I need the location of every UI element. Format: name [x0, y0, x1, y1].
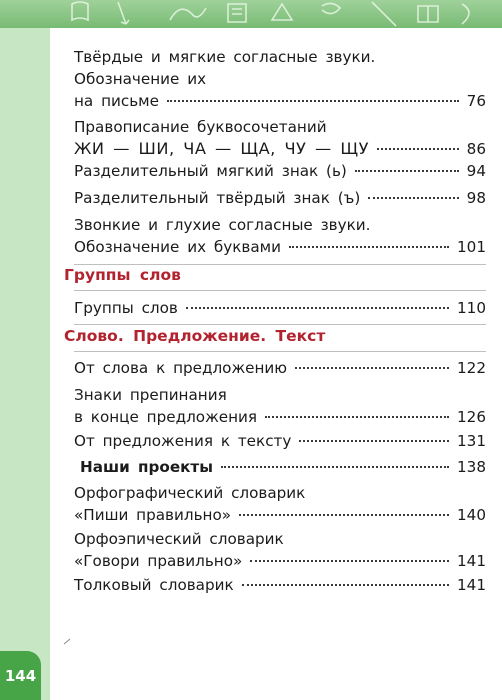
toc-entry-projects	[80, 456, 486, 478]
dot-leader	[265, 416, 449, 418]
toc-entry	[74, 187, 486, 209]
school-doodles-icon	[0, 0, 502, 28]
toc-entry	[74, 574, 486, 596]
dot-leader	[299, 440, 449, 442]
dot-leader	[289, 246, 449, 248]
toc-entry-line: Орфоэпический словарик	[74, 530, 284, 548]
toc-entry-page: 126	[457, 408, 486, 426]
toc-entry-page: 101	[457, 238, 486, 256]
toc-entry-title: Наши проекты	[80, 458, 213, 476]
page-number: 144	[0, 651, 41, 700]
toc-entry-title: в конце предложения	[74, 408, 258, 426]
toc-entry-page: 122	[457, 359, 486, 377]
toc-entry-page: 141	[457, 576, 486, 594]
section-title-word-sentence-text: Слово. Предложение. Текст	[64, 327, 326, 345]
dot-leader	[368, 197, 458, 199]
pencil-mark-icon	[62, 636, 74, 646]
toc-entry-title: «Говори правильно»	[74, 552, 243, 570]
section-title-word-groups: Группы слов	[64, 266, 181, 284]
toc-entry	[74, 46, 486, 112]
dot-leader	[250, 560, 449, 562]
dot-leader	[295, 367, 449, 369]
dot-leader	[167, 100, 459, 102]
toc-entry	[74, 297, 486, 319]
dot-leader	[355, 170, 459, 172]
toc-entry-title: Группы слов	[74, 299, 178, 317]
header-band	[0, 0, 502, 28]
divider	[74, 324, 486, 325]
toc-entry	[74, 214, 486, 258]
toc-entry-page: 138	[457, 458, 486, 476]
toc-entry	[74, 160, 486, 182]
divider	[74, 351, 486, 352]
toc-entry-page: 98	[466, 189, 486, 207]
toc-entry-title: Толковый словарик	[74, 576, 234, 594]
dot-leader	[221, 466, 449, 468]
toc-entry-title: ЖИ — ШИ, ЧА — ЩА, ЧУ — ЩУ	[74, 139, 369, 158]
toc-entry-page: 140	[457, 506, 486, 524]
toc-entry-page: 110	[457, 299, 486, 317]
divider	[74, 264, 486, 265]
toc-entry-page: 94	[466, 162, 486, 180]
toc-entry-page: 131	[457, 432, 486, 450]
toc-entry-page: 141	[457, 552, 486, 570]
left-margin-stripe	[0, 28, 50, 700]
toc-entry-line: Орфографический словарик	[74, 484, 306, 502]
toc-entry-line: Твёрдые и мягкие согласные звуки.	[74, 48, 376, 66]
toc-entry-title: «Пиши правильно»	[74, 506, 232, 524]
toc-entry-title: Обозначение их буквами	[74, 238, 282, 256]
toc-entry	[74, 528, 486, 572]
toc-entry-line: Обозначение их	[74, 70, 207, 88]
divider	[74, 290, 486, 291]
toc-entry-title: Разделительный мягкий знак (ь)	[74, 162, 347, 180]
toc-entry-line: Знаки препинания	[74, 386, 227, 404]
toc-entry-line: Звонкие и глухие согласные звуки.	[74, 216, 371, 234]
dot-leader	[186, 307, 449, 309]
dot-leader	[242, 584, 449, 586]
toc-entry-title: От предложения к тексту	[74, 432, 292, 450]
toc-entry	[74, 430, 486, 452]
toc-entry-title: на письме	[74, 92, 159, 110]
toc-entry-page: 86	[466, 140, 486, 158]
toc-entry	[74, 357, 486, 379]
toc-entry	[74, 384, 486, 428]
toc-entry	[74, 116, 486, 160]
toc-entry-page: 76	[466, 92, 486, 110]
dot-leader	[239, 514, 449, 516]
toc-entry	[74, 482, 486, 526]
toc-entry-title: От слова к предложению	[74, 359, 288, 377]
toc-entry-line: Правописание буквосочетаний	[74, 118, 327, 136]
dot-leader	[377, 148, 459, 150]
toc-entry-title: Разделительный твёрдый знак (ъ)	[74, 189, 361, 207]
